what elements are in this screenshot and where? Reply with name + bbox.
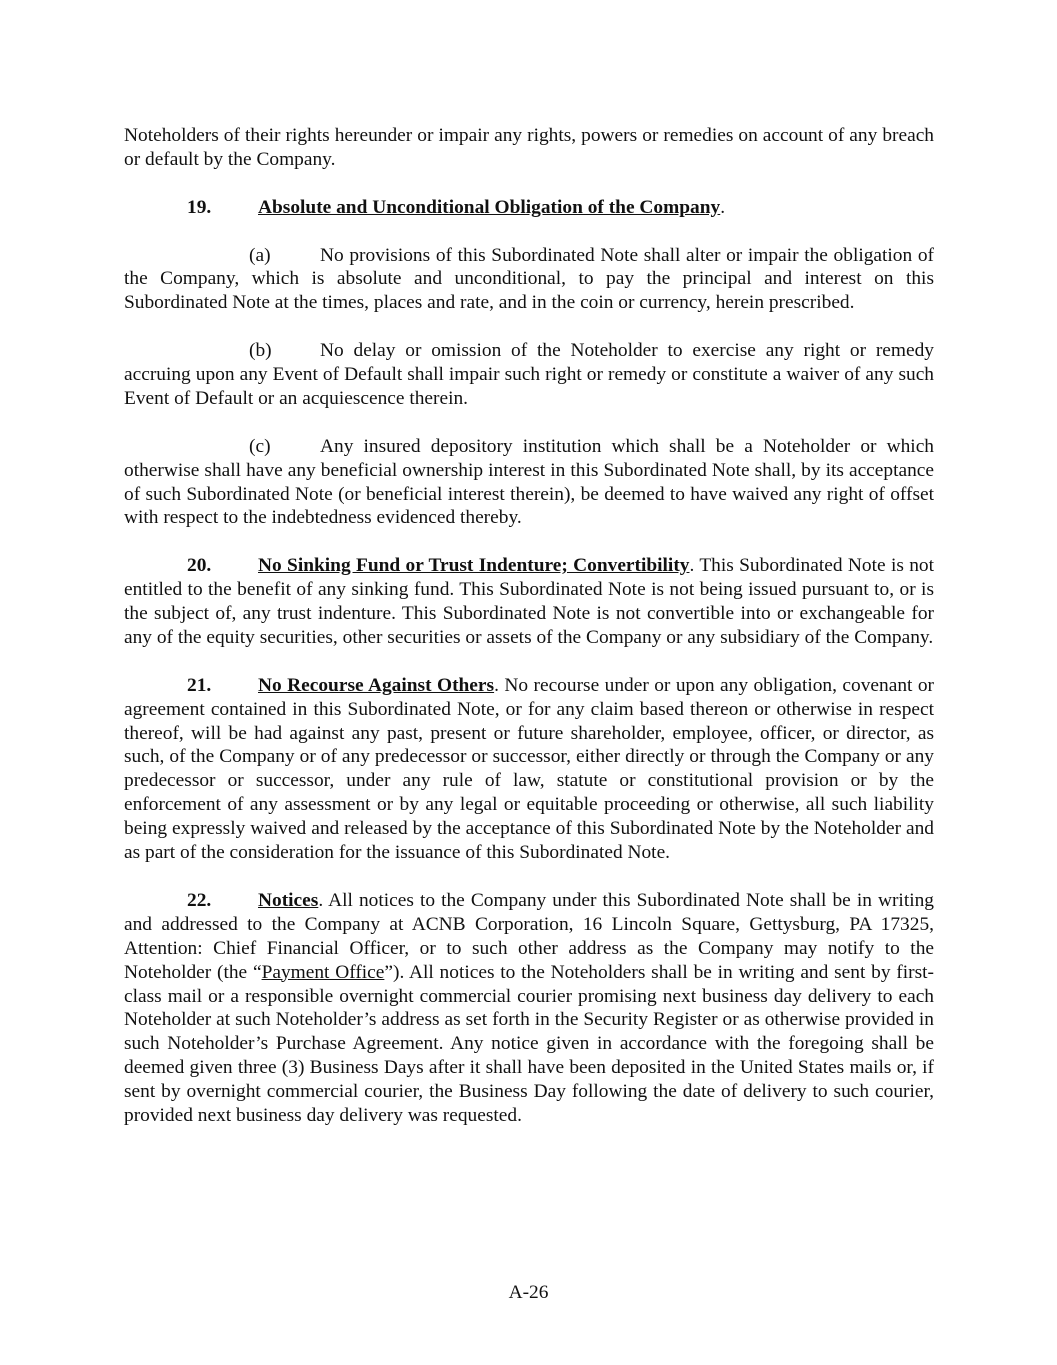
- section-20: [124, 554, 934, 650]
- page-number: A-26: [508, 1282, 549, 1303]
- section-19-b: [124, 339, 934, 411]
- section-title: Absolute and Unconditional Obligation of the Company: [258, 196, 721, 218]
- section-22: [124, 889, 934, 1128]
- defined-term: Payment Office: [261, 961, 385, 983]
- section-body-part-2: ”). All notices to the Noteholders shall be in writing and sent by first-class mail or a responsible overnight commercial courier promising next business day delivery to each Noteholder at such Noteholder’s address as set forth in the Security Register or as otherwise provided in such Noteholder’s Purchase Agreement. Any notice given in accordance with the foregoing shall be deemed given three (3) Business Days after it shall have been deposited in the United States mails or, if sent by overnight commercial courier, the Business Day following the date of delivery to such courier, provided next business day delivery was requested.: [124, 961, 934, 1127]
- subsection-text: No provisions of this Subordinated Note shall alter or impair the obligation of the Company, which is absolute and unconditional, to pay the principal and interest on this Subordinated Note at the times, places and rate, and in the coin or currency, herein prescribed.: [124, 244, 934, 314]
- section-body: . No recourse under or upon any obligation, covenant or agreement contained in this Subordinated Note, or for any claim based thereon or otherwise in respect thereof, will be had against any past, present or future shareholder, employee, officer, or director, as such, of the Company or of any predecessor or successor, either directly or through the Company or any predecessor or successor, under any rule of law, statute or constitutional provision or by the enforcement of any assessment or by any legal or equitable proceeding or otherwise, all such liability being expressly waived and released by the acceptance of this Subordinated Note by the Noteholder and as part of the consideration for the issuance of this Subordinated Note.: [124, 674, 934, 864]
- subsection-label: (c): [249, 435, 271, 457]
- section-number: 19.: [187, 196, 212, 218]
- section-number: 22.: [187, 889, 212, 911]
- section-title: Notices: [258, 889, 319, 911]
- section-19-a: [124, 244, 934, 316]
- document-page: [124, 124, 934, 1128]
- section-21: [124, 674, 934, 865]
- section-number: 20.: [187, 555, 212, 577]
- section-number: 21.: [187, 674, 212, 696]
- heading-punctuation: .: [720, 196, 726, 218]
- section-body: . This Subordinated Note is not entitled to the benefit of any sinking fund. This Subordinated Note is not being issued pursuant to, or is the subject of, any trust indenture. This Subordinated Note is not convertible into or exchangeable for any of the equity securities, other securities or assets of the Company or any subsidiary of the Company.: [124, 555, 934, 648]
- section-title: No Recourse Against Others: [258, 674, 495, 696]
- subsection-label: (a): [249, 244, 271, 266]
- section-title: No Sinking Fund or Trust Indenture; Convertibility: [258, 555, 690, 577]
- subsection-text: No delay or omission of the Noteholder to exercise any right or remedy accruing upon any Event of Default shall impair such right or remedy or constitute a waiver of any such Event of Default or an acquiescence therein.: [124, 340, 934, 409]
- continuation-paragraph: Noteholders of their rights hereunder or impair any rights, powers or remedies on account of any breach or default by the Company.: [124, 125, 934, 170]
- section-19-c: [124, 435, 934, 531]
- section-19-heading: [124, 196, 934, 220]
- subsection-text: Any insured depository institution which shall be a Noteholder or which otherwise shall have any beneficial ownership interest in this Subordinated Note shall, by its acceptance of such Subordinated Note (or beneficial interest therein), be deemed to have waived any right of offset with respect to the indebtedness evidenced thereby.: [124, 435, 934, 529]
- section-body-part-1: . All notices to the Company under this Subordinated Note shall be in writing and addressed to the Company at ACNB Corporation, 16 Lincoln Square, Gettysburg, PA 17325, Attention: Chief Financial Officer, or to such other address as the Company may notify to the Noteholder (the “: [124, 889, 934, 983]
- subsection-label: (b): [249, 340, 272, 362]
